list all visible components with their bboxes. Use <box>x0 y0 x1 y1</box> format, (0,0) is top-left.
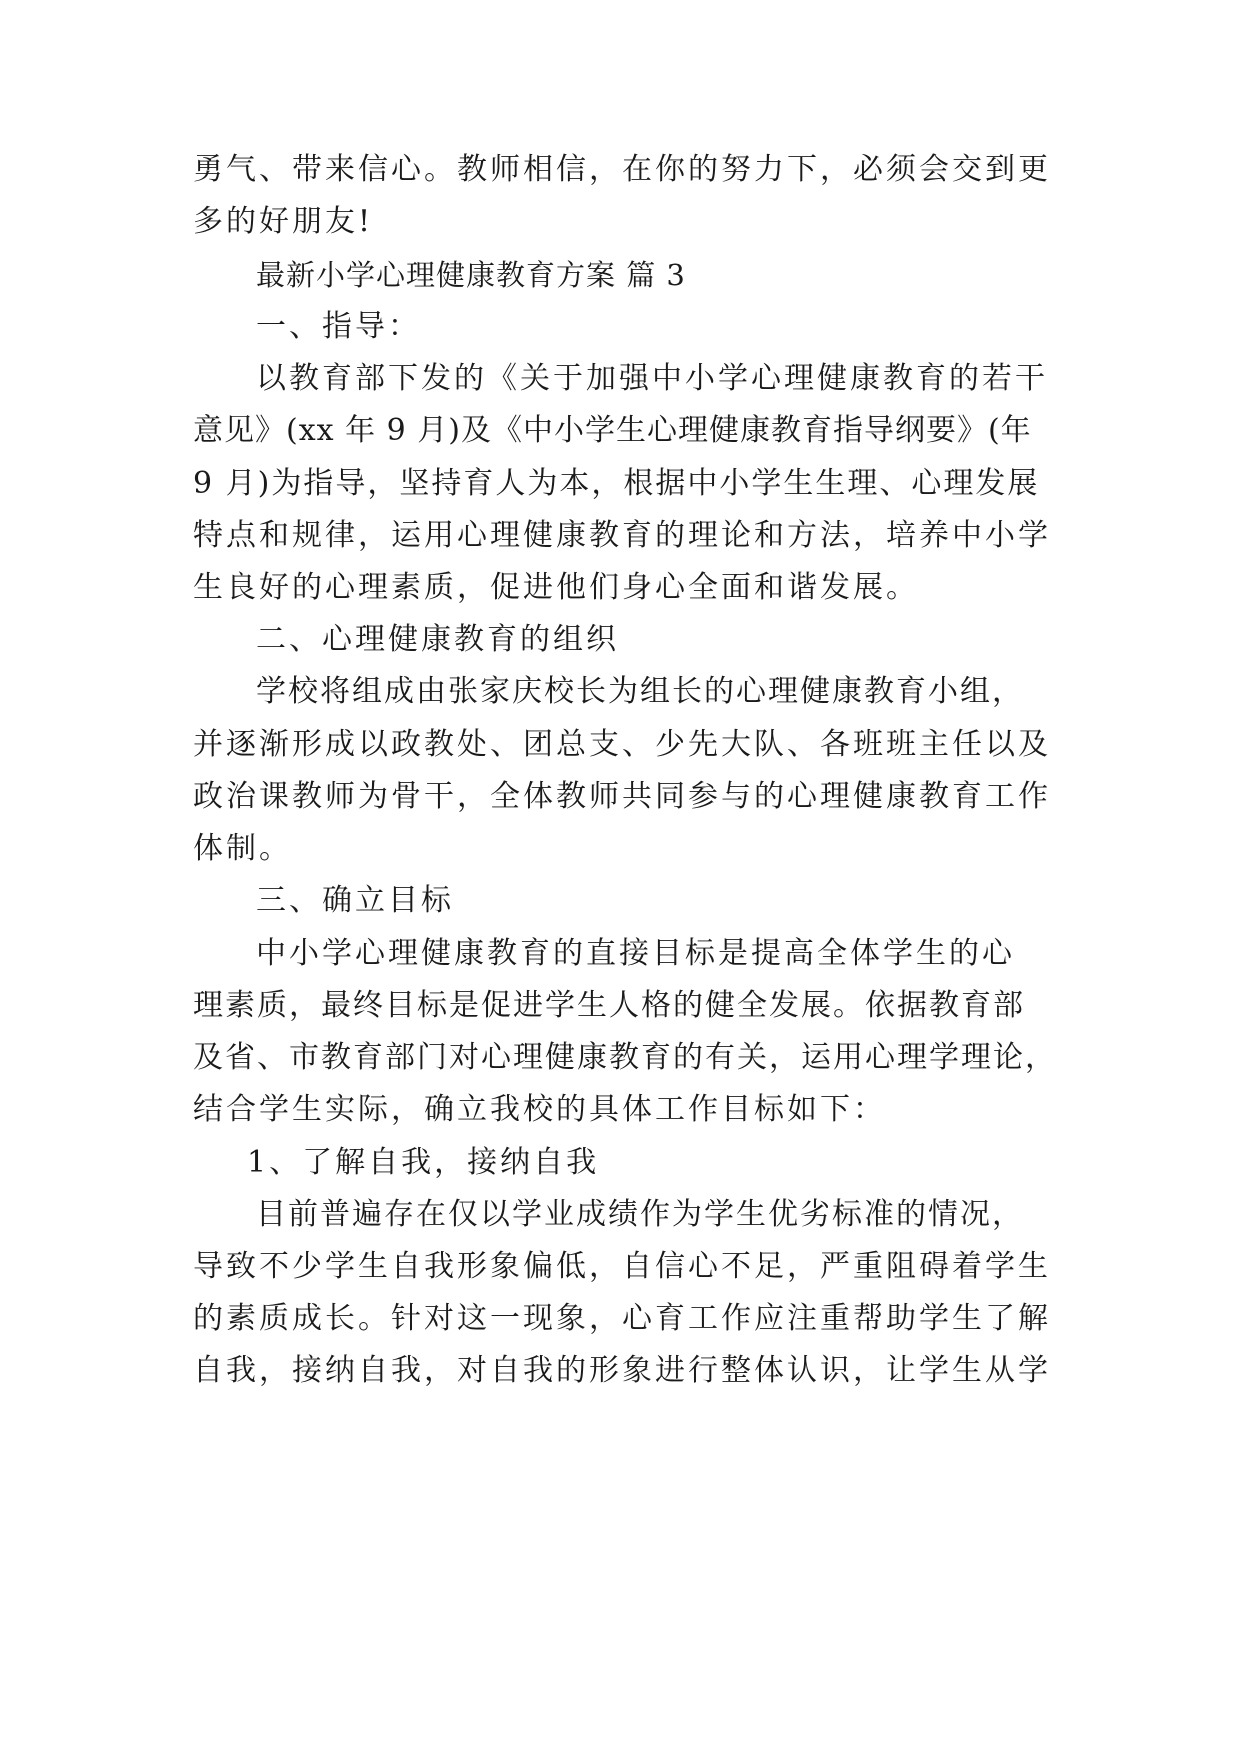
section-title: 最新小学心理健康教育方案 篇 3 <box>256 258 686 292</box>
heading-guidance: 一、指导： <box>256 309 421 344</box>
paragraph-line: 目前普遍存在仅以学业成绩作为学生优劣标准的情况， <box>256 1197 1024 1232</box>
paragraph-line: 9 月)为指导，坚持育人为本，根据中小学生生理、心理发展 <box>193 466 1040 501</box>
paragraph-line: 生良好的心理素质，促进他们身心全面和谐发展。 <box>193 570 919 605</box>
paragraph-line: 多的好朋友! <box>193 204 374 239</box>
paragraph-line: 学校将组成由张家庆校长为组长的心理健康教育小组， <box>256 674 1024 709</box>
paragraph-line: 结合学生实际，确立我校的具体工作目标如下： <box>193 1092 886 1127</box>
paragraph-line: 的素质成长。针对这一现象，心育工作应注重帮助学生了解 <box>193 1301 1051 1336</box>
paragraph-line: 导致不少学生自我形象偏低，自信心不足，严重阻碍着学生 <box>193 1249 1051 1284</box>
paragraph-line: 自我，接纳自我，对自我的形象进行整体认识，让学生从学 <box>193 1353 1051 1388</box>
subheading-self: 1、了解自我，接纳自我 <box>247 1145 600 1180</box>
paragraph-line: 以教育部下发的《关于加强中小学心理健康教育的若干 <box>256 361 1048 396</box>
paragraph-line: 意见》(xx 年 9 月)及《中小学生心理健康教育指导纲要》(年 <box>193 413 1032 448</box>
paragraph-line: 特点和规律，运用心理健康教育的理论和方法，培养中小学 <box>193 518 1051 553</box>
paragraph-line: 并逐渐形成以政教处、团总支、少先大队、各班班主任以及 <box>193 727 1051 762</box>
paragraph-line: 体制。 <box>193 831 292 866</box>
paragraph-line: 及省、市教育部门对心理健康教育的有关，运用心理学理论， <box>193 1040 1057 1075</box>
paragraph-line: 中小学心理健康教育的直接目标是提高全体学生的心 <box>256 936 1015 971</box>
heading-organization: 二、心理健康教育的组织 <box>256 622 619 657</box>
paragraph-line: 理素质，最终目标是促进学生人格的健全发展。依据教育部 <box>193 988 1025 1023</box>
paragraph-line: 勇气、带来信心。教师相信，在你的努力下，必须会交到更 <box>193 152 1051 187</box>
heading-goals: 三、确立目标 <box>256 883 454 918</box>
paragraph-line: 政治课教师为骨干，全体教师共同参与的心理健康教育工作 <box>193 779 1051 814</box>
